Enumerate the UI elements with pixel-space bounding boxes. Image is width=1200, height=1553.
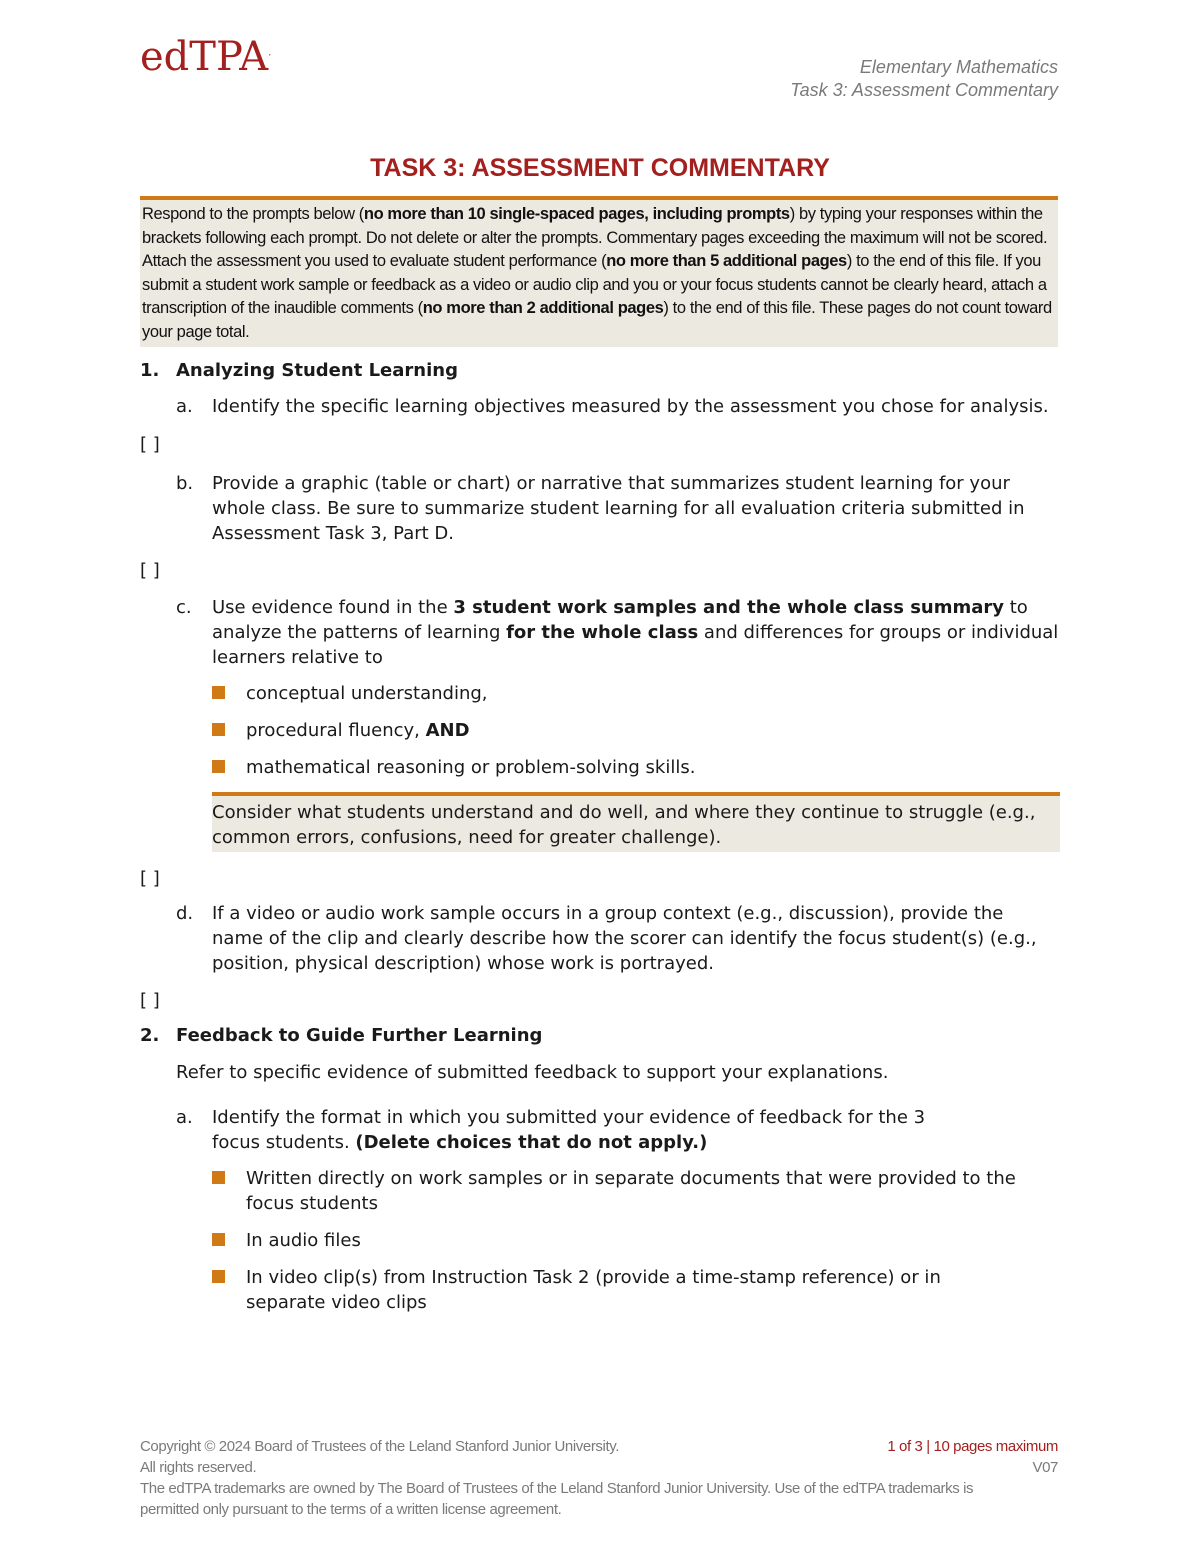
bullet-text: Written directly on work samples or in separate documents that were provided to the focus students bbox=[246, 1168, 1016, 1214]
square-bullet-icon bbox=[212, 1270, 225, 1283]
prompt-1c-part-2: to analyze the patterns of learning bbox=[212, 597, 1028, 643]
consider-note-box: Consider what students understand and do well, and where they continue to struggle (e.g., common errors, confusions, need for greater challenge). bbox=[212, 792, 1060, 852]
prompt-1c bbox=[176, 595, 1060, 670]
prompt-1c-part-1: Use evidence found in the bbox=[212, 597, 454, 618]
commentary-body bbox=[140, 358, 1060, 1315]
bullet-item bbox=[212, 1228, 1060, 1253]
prompt-1c-part-3: and differences for groups or individual learners relative to bbox=[212, 622, 1059, 668]
square-bullet-icon bbox=[212, 760, 225, 773]
prompt-2a-part-1: Identify the format in which you submitted your evidence of feedback for the 3 focus students. bbox=[212, 1107, 926, 1153]
prompt-1d-label: d. bbox=[176, 903, 194, 924]
square-bullet-icon bbox=[212, 1233, 225, 1246]
bullet-text-part: procedural fluency, bbox=[246, 720, 426, 741]
intro-bold-3: no more than 2 additional pages bbox=[422, 299, 664, 318]
section-2-lead: Refer to specific evidence of submitted feedback to support your explanations. bbox=[176, 1062, 889, 1083]
prompt-1a-text: Identify the specific learning objectives measured by the assessment you chose for analysis. bbox=[212, 396, 1049, 417]
prompt-1c-bold-2: for the whole class bbox=[506, 622, 699, 643]
page-count: 1 of 3 | 10 pages maximum bbox=[887, 1438, 1058, 1455]
bullet-item bbox=[212, 1265, 1060, 1315]
prompt-1c-label: c. bbox=[176, 597, 192, 618]
section-2-heading bbox=[140, 1023, 1060, 1048]
bullet-text-bold: AND bbox=[425, 720, 470, 741]
prompt-1d bbox=[176, 901, 1060, 976]
intro-bold-2: no more than 5 additional pages bbox=[606, 252, 847, 271]
trademark-notice: The edTPA trademarks are owned by The Board of Trustees of the Leland Stanford Junior University. Use of the edTPA trademarks is permitted only pursuant to the terms of a written license agreement. bbox=[140, 1480, 974, 1518]
prompt-1a bbox=[176, 394, 1060, 419]
prompt-2a bbox=[176, 1105, 1060, 1155]
bullet-text bbox=[246, 718, 470, 743]
bullet-item bbox=[212, 755, 1060, 780]
response-bracket-1c[interactable]: [ ] bbox=[140, 868, 160, 889]
version-label: V07 bbox=[1032, 1459, 1058, 1476]
footer-page-info bbox=[887, 1436, 1058, 1478]
section-2-title: Feedback to Guide Further Learning bbox=[176, 1025, 543, 1046]
response-bracket-1d[interactable]: [ ] bbox=[140, 990, 160, 1011]
logo-text: edTPA bbox=[140, 34, 269, 80]
prompt-2a-label: a. bbox=[176, 1107, 193, 1128]
bullet-text: mathematical reasoning or problem-solving skills. bbox=[246, 757, 696, 778]
prompt-1c-bold-1: 3 student work samples and the whole class summary bbox=[453, 597, 1004, 618]
response-bracket-1b[interactable]: [ ] bbox=[140, 560, 160, 581]
intro-text-1: Respond to the prompts below ( bbox=[142, 205, 364, 223]
intro-text-4: ) to the end of this file. These pages do not count toward your page total. bbox=[142, 299, 1052, 341]
bullet-item bbox=[212, 718, 1060, 743]
bullet-text: In video clip(s) from Instruction Task 2 (provide a time-stamp reference) or in separate video clips bbox=[246, 1267, 941, 1313]
response-bracket-1a[interactable]: [ ] bbox=[140, 434, 160, 455]
square-bullet-icon bbox=[212, 686, 225, 699]
intro-bold-1: no more than 10 single-spaced pages, including prompts bbox=[363, 205, 790, 223]
intro-text-2: ) by typing your responses within the brackets following each prompt. Do not delete or alter the prompts. Commentary pages exceeding the maximum will not be scored. Attach the assessment you used to evaluate student performance ( bbox=[142, 205, 1048, 271]
copyright-line: Copyright © 2024 Board of Trustees of the Leland Stanford Junior University. bbox=[140, 1438, 619, 1455]
instructions-box bbox=[140, 196, 1058, 347]
prompt-1b bbox=[176, 471, 1060, 546]
square-bullet-icon bbox=[212, 1171, 225, 1184]
edtpa-logo bbox=[140, 34, 271, 80]
prompt-1d-text: If a video or audio work sample occurs in a group context (e.g., discussion), provide the name of the clip and clearly describe how the scorer can identify the focus student(s) (e.g., position, physical description) whose work is portrayed. bbox=[212, 903, 1037, 974]
intro-text-3: ) to the end of this file. If you submit a student work sample or feedback as a video or audio clip and you or your focus students cannot be clearly heard, attach a transcription of the inaudible comments ( bbox=[142, 252, 1047, 318]
logo-mark: . bbox=[268, 47, 272, 59]
prompt-2a-bold-1: (Delete choices that do not apply.) bbox=[355, 1132, 708, 1153]
section-1-number: 1. bbox=[140, 360, 160, 381]
square-bullet-icon bbox=[212, 723, 225, 736]
section-1-heading bbox=[140, 358, 1060, 383]
header-subject: Elementary Mathematics bbox=[859, 57, 1058, 77]
prompt-1b-text: Provide a graphic (table or chart) or narrative that summarizes student learning for your whole class. Be sure to summarize student learning for all evaluation criteria submitted in Assessment Task 3, Part D. bbox=[212, 473, 1025, 544]
bullet-item bbox=[212, 681, 1060, 706]
bullet-text: In audio files bbox=[246, 1230, 361, 1251]
running-header bbox=[790, 56, 1058, 102]
prompt-1c-bullets bbox=[212, 681, 1060, 780]
header-task: Task 3: Assessment Commentary bbox=[790, 80, 1058, 100]
prompt-2a-bullets bbox=[212, 1166, 1060, 1315]
section-2-number: 2. bbox=[140, 1025, 160, 1046]
bullet-item bbox=[212, 1166, 1060, 1216]
prompt-2a-text bbox=[212, 1105, 1060, 1155]
prompt-1a-label: a. bbox=[176, 396, 193, 417]
prompt-1c-text bbox=[212, 595, 1060, 670]
section-1-title: Analyzing Student Learning bbox=[176, 360, 458, 381]
rights-line: All rights reserved. bbox=[140, 1459, 257, 1476]
bullet-text: conceptual understanding, bbox=[246, 683, 488, 704]
page-title: TASK 3: ASSESSMENT COMMENTARY bbox=[370, 154, 830, 182]
prompt-1b-label: b. bbox=[176, 473, 194, 494]
